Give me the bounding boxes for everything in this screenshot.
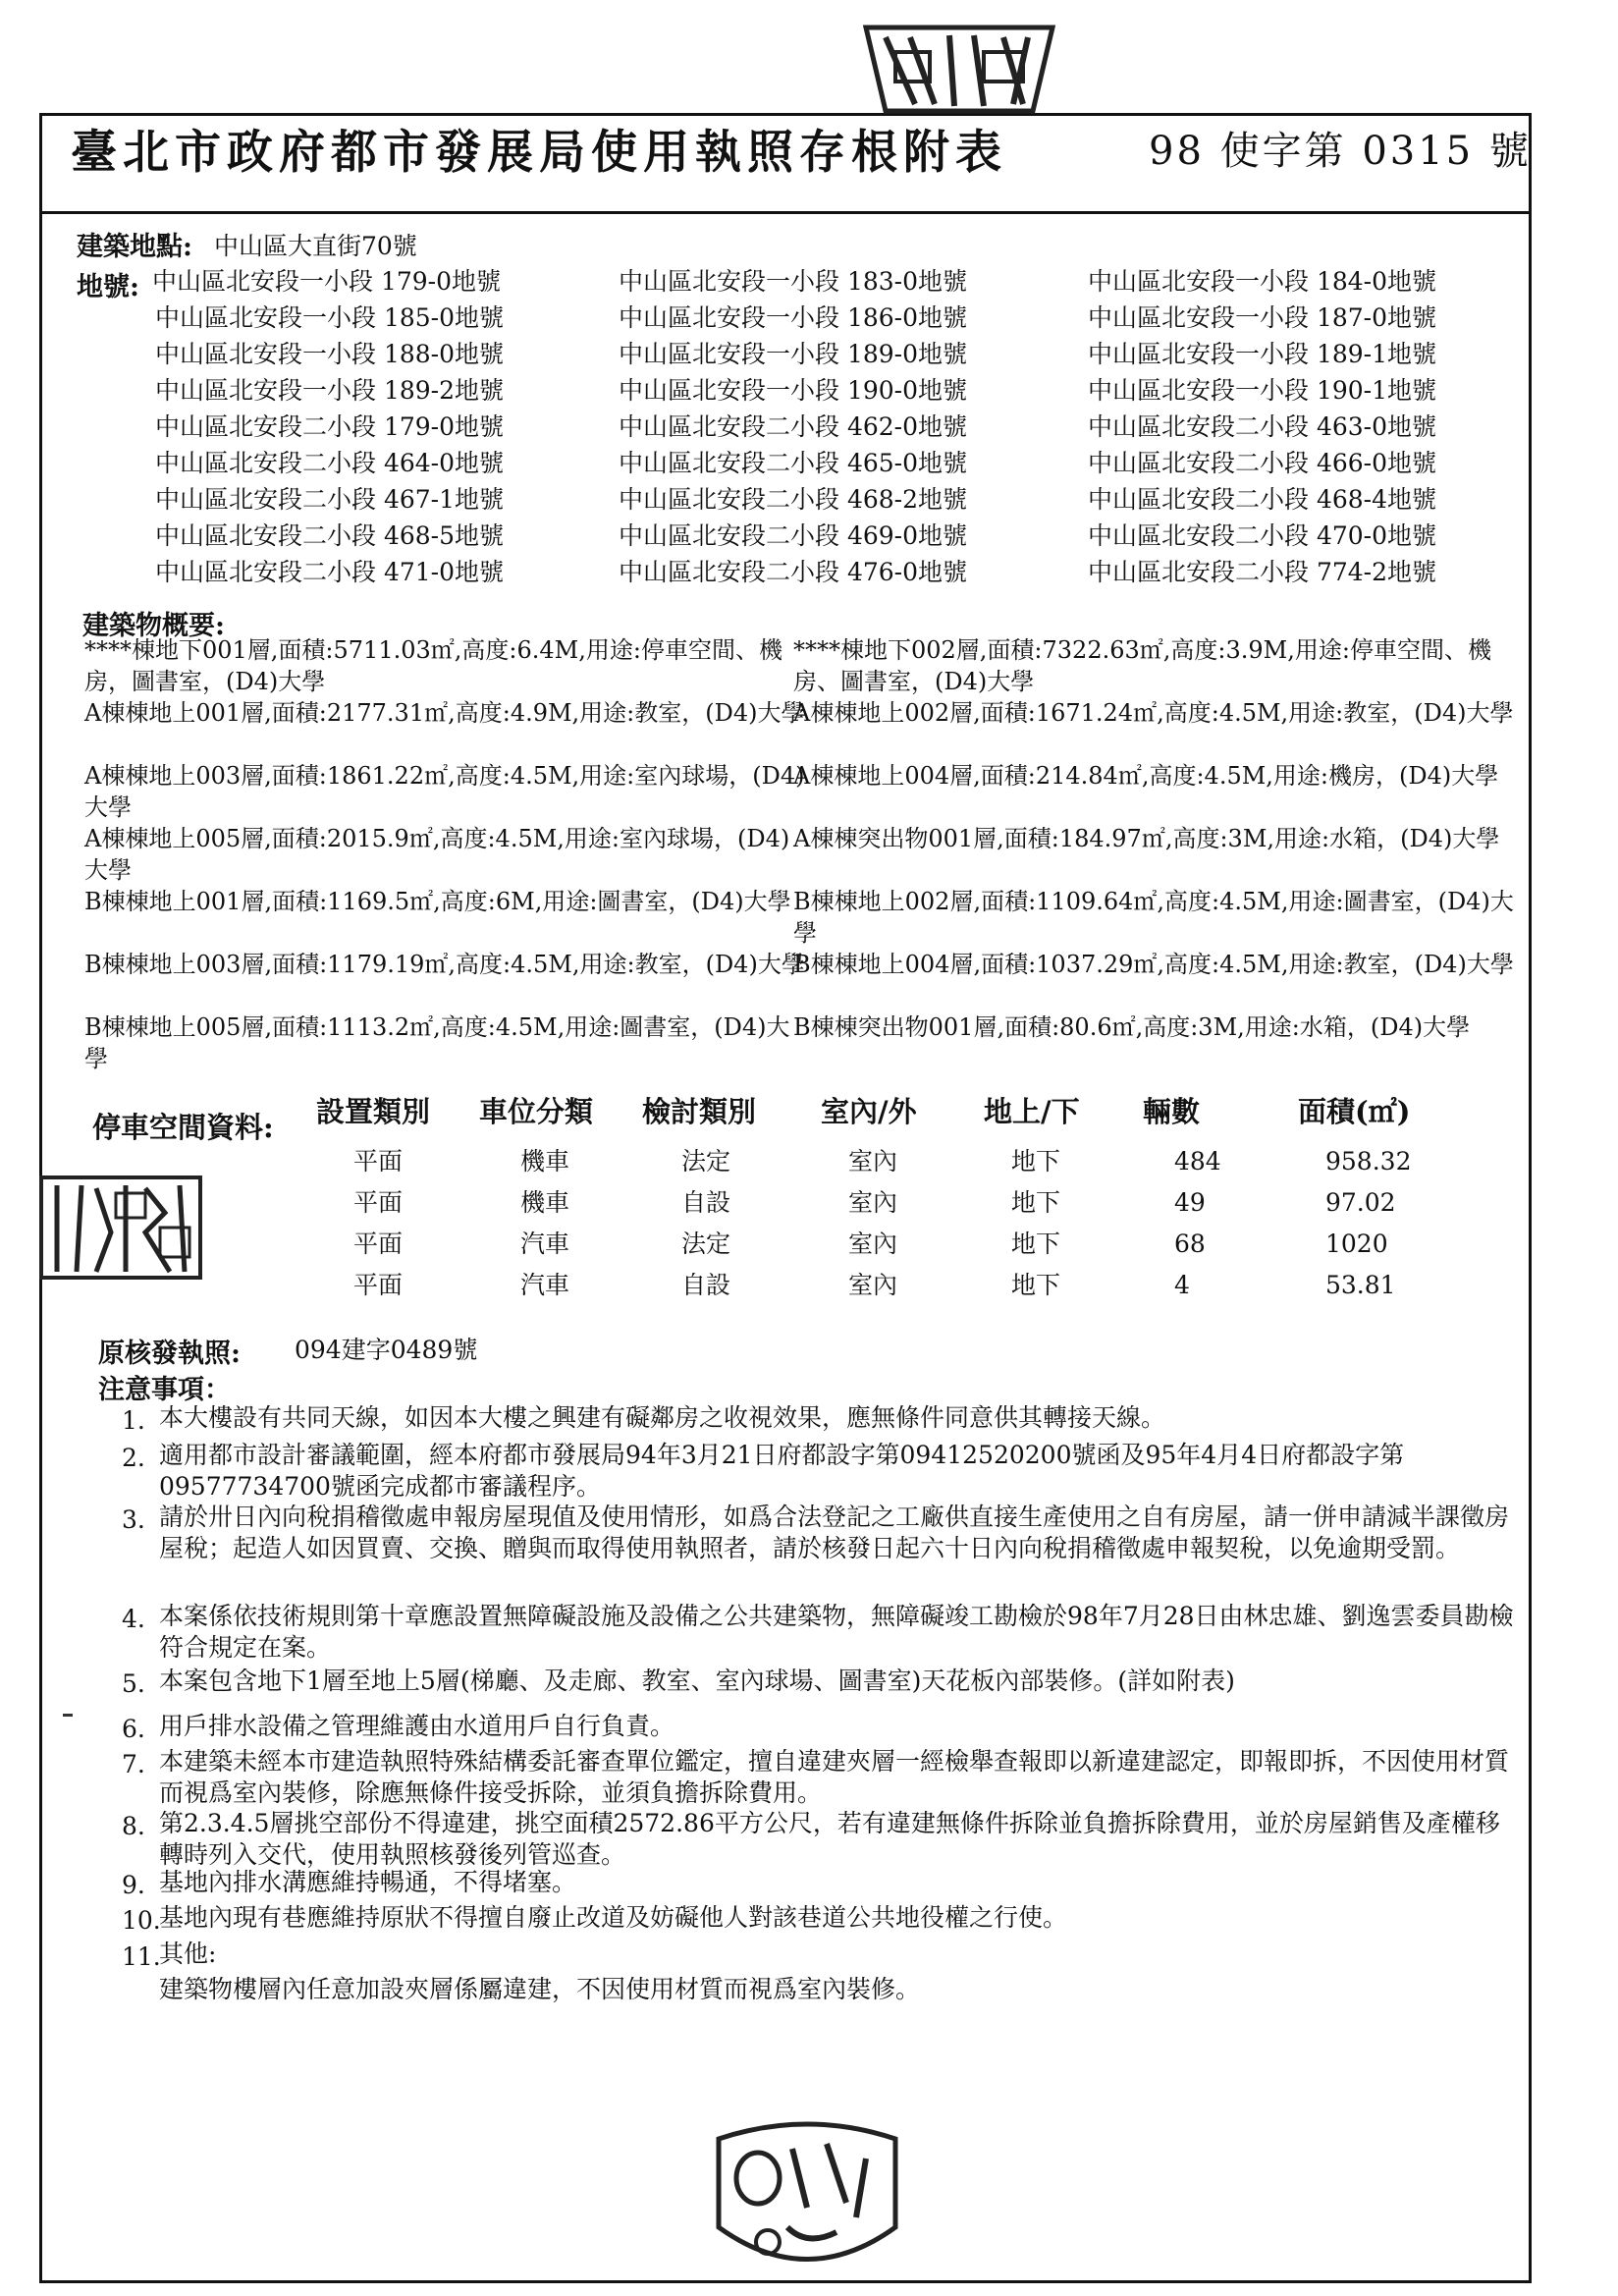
parking-cell: 958.32 <box>1325 1147 1412 1175</box>
parking-cell: 室內 <box>848 1271 898 1299</box>
original-permit-label: 原核發執照: <box>98 1339 241 1369</box>
building-floor-entry: A棟棟突出物001層,面積:184.97㎡,高度:3M,用途:水箱，(D4)大學 <box>793 825 1500 852</box>
note-text: 其他: <box>159 1940 217 1968</box>
parking-column-header: 輛數 <box>1143 1095 1201 1128</box>
lot-number: 中山區北安段一小段 189-2地號 <box>155 376 505 405</box>
lot-number: 中山區北安段一小段 188-0地號 <box>155 340 505 368</box>
lot-number: 中山區北安段一小段 186-0地號 <box>619 303 968 332</box>
address-value: 中山區大直街70號 <box>214 232 417 260</box>
parking-cell: 平面 <box>353 1147 404 1175</box>
original-permit-value: 094建字0489號 <box>295 1336 478 1364</box>
lot-number: 中山區北安段一小段 183-0地號 <box>619 267 968 296</box>
parking-column-header: 檢討類別 <box>642 1095 757 1128</box>
building-floor-entry: B棟棟地上001層,面積:1169.5㎡,高度:6M,用途:圖書室，(D4)大學 <box>84 888 791 915</box>
lot-number: 中山區北安段一小段 189-1地號 <box>1088 340 1437 368</box>
note-text: 基地內排水溝應維持暢通，不得堵塞。 <box>159 1868 577 1896</box>
parking-cell: 室內 <box>848 1147 898 1175</box>
parking-cell: 平面 <box>353 1271 404 1299</box>
note-text: 本大樓設有共同天線，如因本大樓之興建有礙鄰房之收視效果，應無條件同意供其轉接天線。 <box>159 1403 1166 1432</box>
note-text: 本案係依技術規則第十章應設置無障礙設施及設備之公共建築物，無障礙竣工勘檢於98年7月28日由林忠雄、劉逸雲委員勘檢符合規定在案。 <box>159 1602 1514 1662</box>
note-text: 請於卅日內向稅捐稽徵處申報房屋現值及使用情形，如爲合法登記之工廠供直接生產使用之自有房屋，請一併申請減半課徵房屋稅；起造人如因買賣、交換、贈與而取得使用執照者，請於核發日起六十日內向稅捐稽徵處申報契稅，以免逾期受罰。 <box>159 1503 1510 1562</box>
parking-cell: 汽車 <box>520 1271 570 1299</box>
building-floor-entry: A棟棟地上004層,面積:214.84㎡,高度:4.5M,用途:機房，(D4)大學 <box>793 762 1499 790</box>
seal-stamp-bottom <box>699 2119 915 2286</box>
parking-cell: 機車 <box>520 1188 570 1217</box>
parking-column-header: 車位分類 <box>479 1095 594 1128</box>
building-floor-entry: B棟棟地上002層,面積:1109.64㎡,高度:4.5M,用途:圖書室，(D4)大學 <box>793 888 1514 947</box>
parking-cell: 法定 <box>681 1147 731 1175</box>
parking-column-header: 面積(㎡) <box>1298 1095 1411 1128</box>
document-title: 臺北市政府都市發展局使用執照存根附表 <box>71 126 1007 180</box>
seal-stamp-top <box>856 18 1062 114</box>
note-number: 6. <box>122 1715 145 1743</box>
parking-column-header: 室內/外 <box>821 1095 917 1128</box>
parking-cell: 自設 <box>681 1271 731 1299</box>
permit-number: 98 使字第 0315 號 <box>1149 129 1532 174</box>
note-number: 9. <box>122 1871 145 1899</box>
parking-cell: 自設 <box>681 1188 731 1217</box>
lot-number: 中山區北安段二小段 469-0地號 <box>619 521 968 550</box>
lot-number: 中山區北安段二小段 467-1地號 <box>155 485 505 514</box>
building-floor-entry: A棟棟地上003層,面積:1861.22㎡,高度:4.5M,用途:室內球場，(D4)大學 <box>84 762 805 821</box>
building-floor-entry: A棟棟地上001層,面積:2177.31㎡,高度:4.9M,用途:教室，(D4)大學 <box>84 699 805 727</box>
building-floor-entry: ****棟地下002層,面積:7322.63㎡,高度:3.9M,用途:停車空間、機房、圖書室，(D4)大學 <box>793 636 1491 695</box>
lot-number: 中山區北安段二小段 468-2地號 <box>619 485 968 514</box>
note-text: 用戶排水設備之管理維護由水道用戶自行負責。 <box>159 1712 675 1740</box>
parking-cell: 地下 <box>1011 1230 1061 1258</box>
lot-number: 中山區北安段二小段 468-4地號 <box>1088 485 1437 514</box>
note-text: 本案包含地下1層至地上5層(梯廳、及走廊、教室、室內球場、圖書室)天花板內部裝修。(詳如附表) <box>159 1667 1235 1695</box>
note-text: 本建築未經本市建造執照特殊結構委託審查單位鑑定，擅自違建夾層一經檢舉查報即以新違建認定，即報即拆，不因使用材質而視爲室內裝修，除應無條件接受拆除，並須負擔拆除費用。 <box>159 1747 1510 1807</box>
building-floor-entry: B棟棟地上004層,面積:1037.29㎡,高度:4.5M,用途:教室，(D4)大學 <box>793 951 1514 978</box>
building-floor-entry: B棟棟地上005層,面積:1113.2㎡,高度:4.5M,用途:圖書室，(D4)大學 <box>84 1013 790 1072</box>
margin-tick <box>63 1714 73 1717</box>
lot-number: 中山區北安段二小段 774-2地號 <box>1088 558 1437 586</box>
lot-number: 中山區北安段一小段 189-0地號 <box>619 340 968 368</box>
lot-number: 中山區北安段一小段 184-0地號 <box>1088 267 1437 296</box>
parking-column-header: 設置類別 <box>316 1095 431 1128</box>
lot-number: 中山區北安段一小段 187-0地號 <box>1088 303 1437 332</box>
parking-cell: 地下 <box>1011 1147 1061 1175</box>
parking-cell: 地下 <box>1011 1271 1061 1299</box>
lot-number: 中山區北安段二小段 464-0地號 <box>155 449 505 477</box>
parking-cell: 53.81 <box>1325 1271 1396 1299</box>
note-number: 7. <box>122 1750 145 1778</box>
parking-column-header: 地上/下 <box>984 1095 1080 1128</box>
parking-cell: 平面 <box>353 1230 404 1258</box>
lot-number: 中山區北安段二小段 463-0地號 <box>1088 412 1437 441</box>
building-floor-entry: ****棟地下001層,面積:5711.03㎡,高度:6.4M,用途:停車空間、機房，圖書室，(D4)大學 <box>84 636 782 695</box>
lot-number: 中山區北安段二小段 476-0地號 <box>619 558 968 586</box>
parking-cell: 平面 <box>353 1188 404 1217</box>
lot-number: 中山區北安段二小段 465-0地號 <box>619 449 968 477</box>
lot-number: 中山區北安段一小段 190-0地號 <box>619 376 968 405</box>
seal-stamp-left <box>37 1174 204 1282</box>
note-number: 10. <box>122 1906 161 1935</box>
parking-cell: 室內 <box>848 1188 898 1217</box>
parking-cell: 法定 <box>681 1230 731 1258</box>
lot-number: 中山區北安段二小段 471-0地號 <box>155 558 505 586</box>
parking-cell: 室內 <box>848 1230 898 1258</box>
parking-cell: 49 <box>1174 1188 1206 1217</box>
parking-cell: 機車 <box>520 1147 570 1175</box>
note-number: 11. <box>122 1942 161 1971</box>
address-label: 建築地點: <box>77 232 192 262</box>
note-text: 第2.3.4.5層挑空部份不得違建，挑空面積2572.86平方公尺，若有違建無條件拆除並負擔拆除費用，並於房屋銷售及產權移轉時列入交代，使用執照核發後列管巡查。 <box>159 1809 1500 1869</box>
lot-number: 中山區北安段二小段 179-0地號 <box>155 412 505 441</box>
lot-number: 中山區北安段一小段 179-0地號 <box>152 267 502 296</box>
parking-cell: 97.02 <box>1325 1188 1396 1217</box>
building-floor-entry: B棟棟突出物001層,面積:80.6㎡,高度:3M,用途:水箱，(D4)大學 <box>793 1013 1471 1041</box>
building-floor-entry: A棟棟地上005層,面積:2015.9㎡,高度:4.5M,用途:室內球場，(D4)大學 <box>84 825 790 884</box>
note-text: 建築物樓層內任意加設夾層係屬違建，不因使用材質而視爲室內裝修。 <box>159 1975 921 2003</box>
header-divider <box>39 211 1532 214</box>
building-summary-label: 建築物概要: <box>82 611 225 641</box>
note-number: 3. <box>122 1505 145 1534</box>
lot-label: 地號: <box>77 272 139 302</box>
lot-number: 中山區北安段二小段 468-5地號 <box>155 521 505 550</box>
notes-label: 注意事項： <box>98 1375 231 1405</box>
parking-cell: 4 <box>1174 1271 1190 1299</box>
lot-number: 中山區北安段二小段 470-0地號 <box>1088 521 1437 550</box>
note-number: 4. <box>122 1605 145 1633</box>
lot-number: 中山區北安段二小段 466-0地號 <box>1088 449 1437 477</box>
building-floor-entry: A棟棟地上002層,面積:1671.24㎡,高度:4.5M,用途:教室，(D4)大學 <box>793 699 1514 727</box>
parking-cell: 1020 <box>1325 1230 1388 1258</box>
note-text: 適用都市設計審議範圍，經本府都市發展局94年3月21日府都設字第09412520200號函及95年4月4日府都設字第09577734700號函完成都市審議程序。 <box>159 1441 1405 1501</box>
note-text: 基地內現有巷應維持原狀不得擅自廢止改道及妨礙他人對該巷道公共地役權之行使。 <box>159 1903 1068 1932</box>
parking-cell: 地下 <box>1011 1188 1061 1217</box>
note-number: 5. <box>122 1669 145 1698</box>
note-number: 2. <box>122 1444 145 1472</box>
lot-number: 中山區北安段二小段 462-0地號 <box>619 412 968 441</box>
parking-label: 停車空間資料: <box>92 1111 274 1144</box>
note-number: 1. <box>122 1406 145 1435</box>
parking-cell: 68 <box>1174 1230 1206 1258</box>
parking-cell: 484 <box>1174 1147 1221 1175</box>
building-floor-entry: B棟棟地上003層,面積:1179.19㎡,高度:4.5M,用途:教室，(D4)大學 <box>84 951 805 978</box>
lot-number: 中山區北安段一小段 190-1地號 <box>1088 376 1437 405</box>
note-number: 8. <box>122 1812 145 1840</box>
parking-cell: 汽車 <box>520 1230 570 1258</box>
lot-number: 中山區北安段一小段 185-0地號 <box>155 303 505 332</box>
